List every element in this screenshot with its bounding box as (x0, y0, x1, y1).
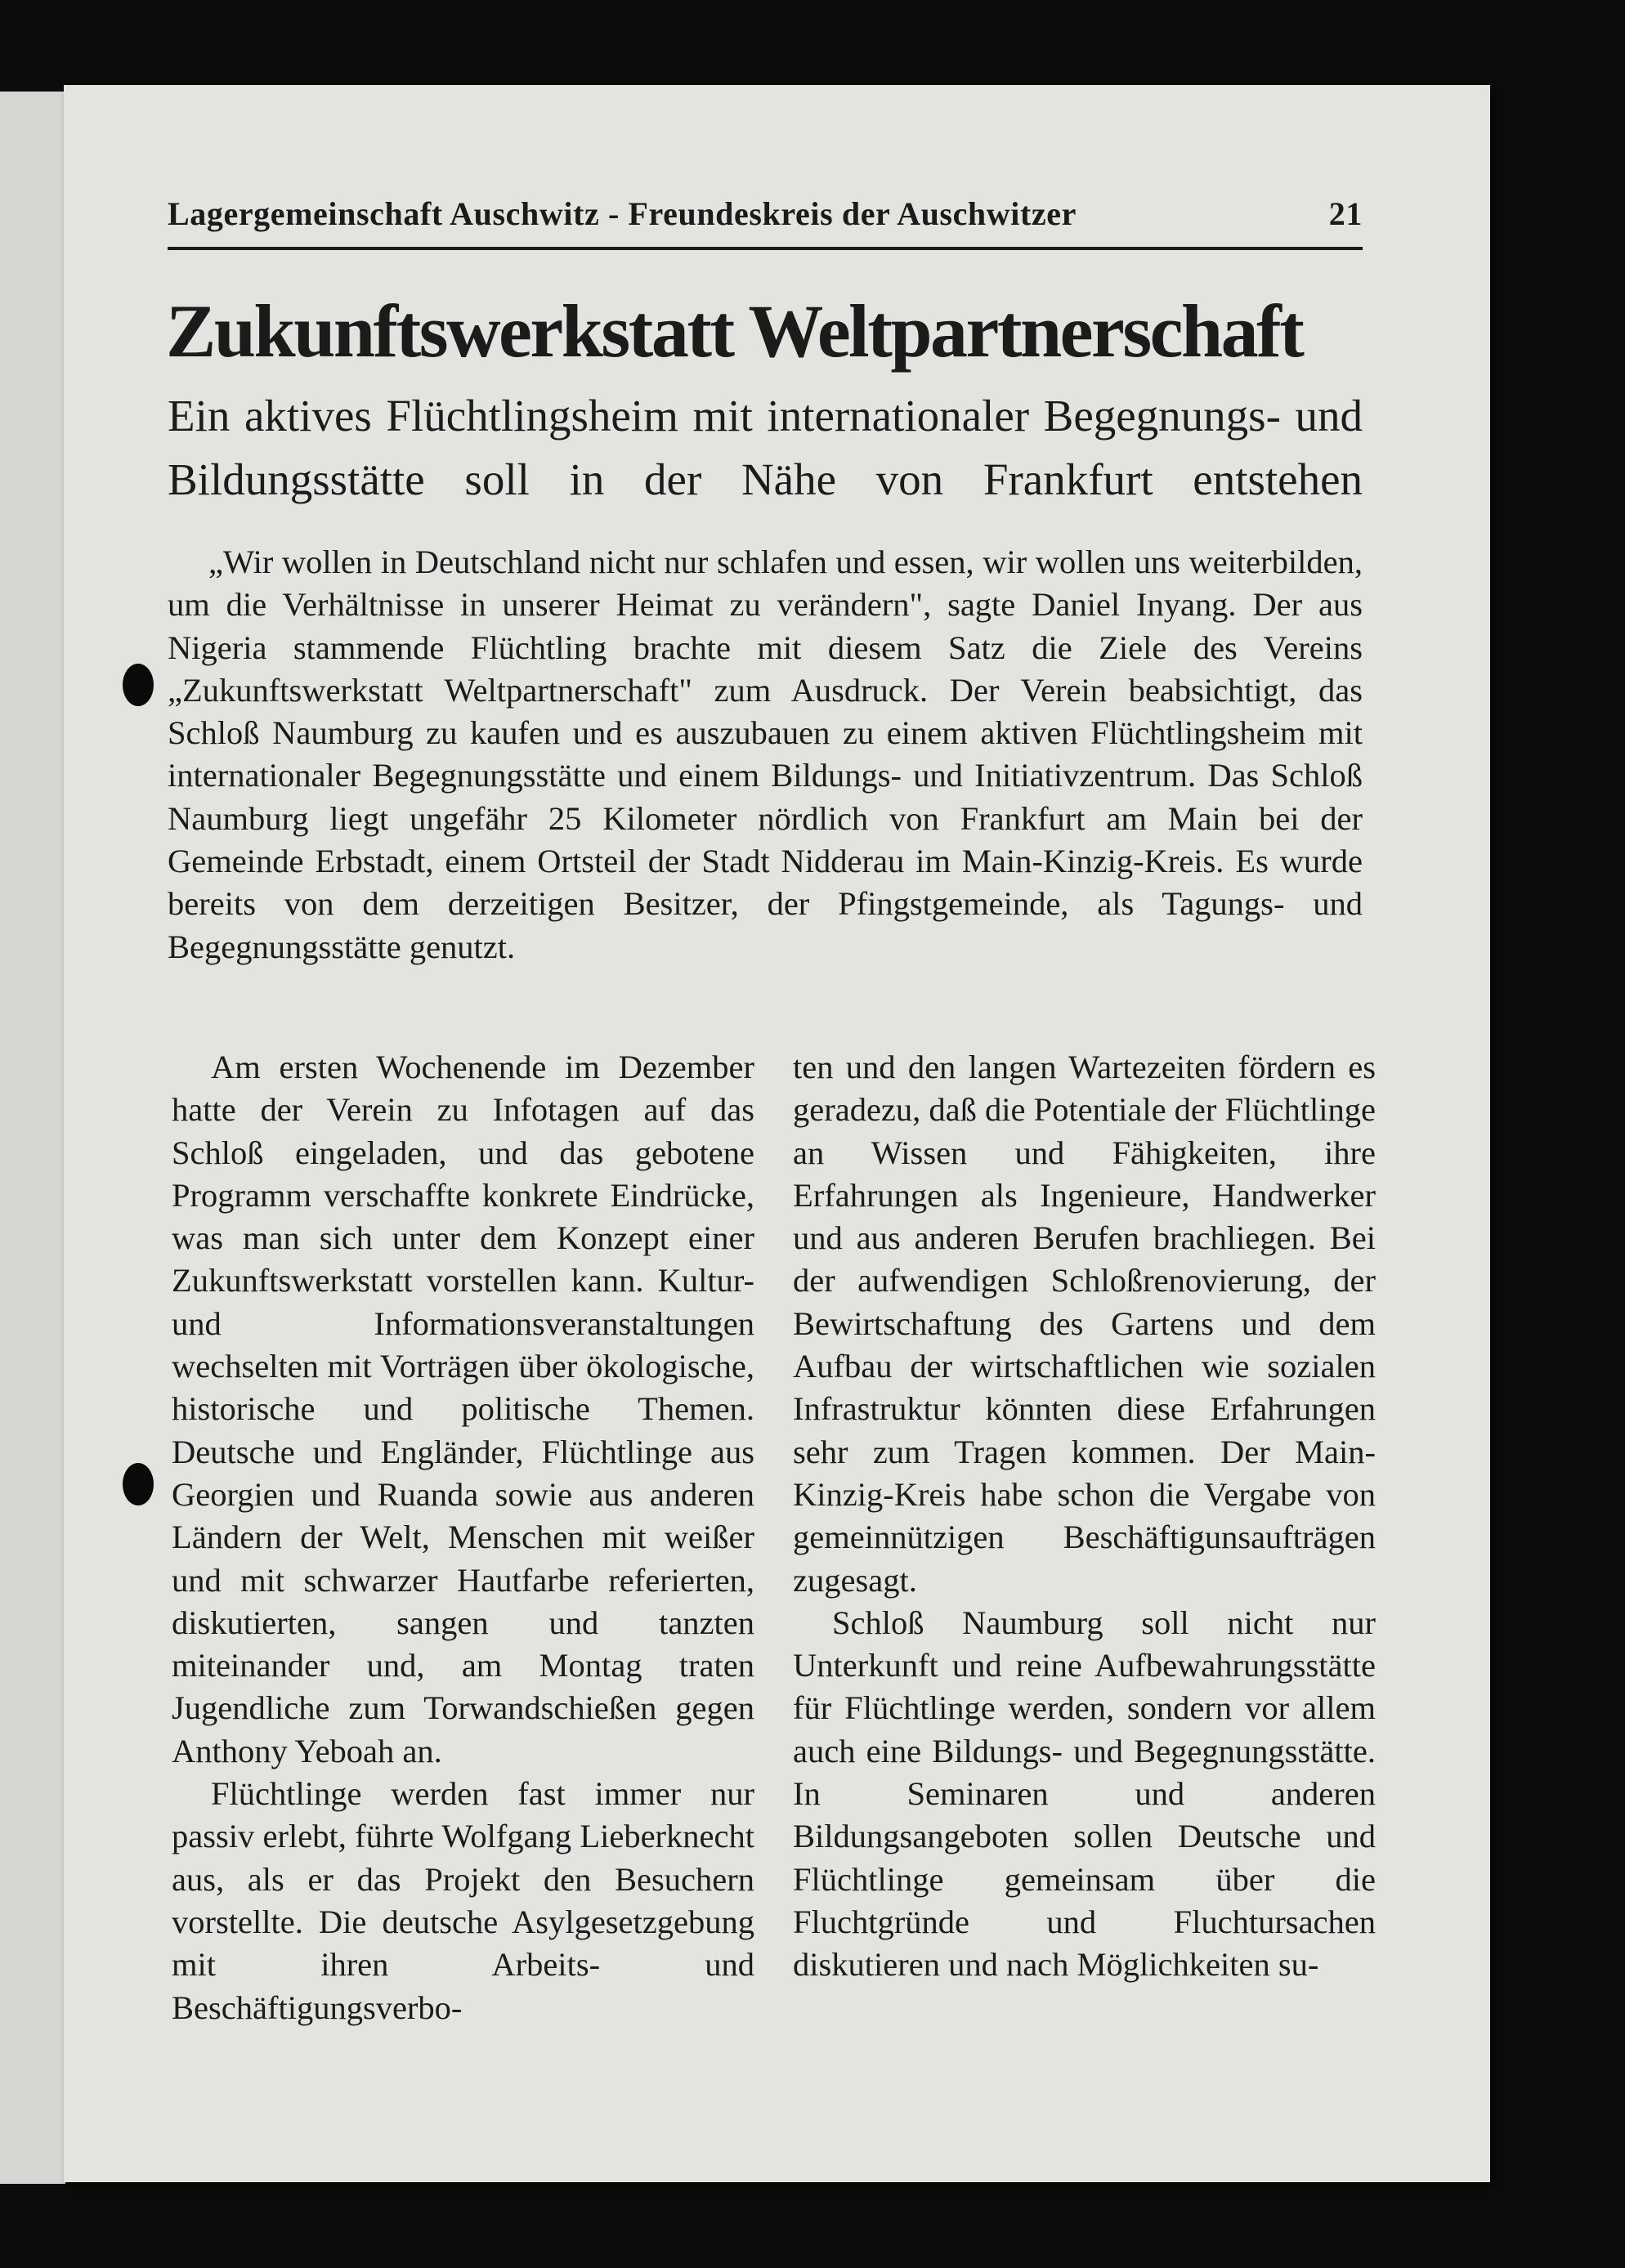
article-title: Zukunftswerkstatt Weltpartnerschaft (166, 289, 1303, 373)
left-column-paragraph-2: Flüchtlinge werden fast immer nur passiv erlebt, führte Wolfgang Lieberknecht aus, als er das Projekt den Besuchern vorstellte. Die deutsche Asylgesetzgebung mit ihren Arbeits- und Beschäftigungsverbo- (172, 1775, 754, 2026)
punch-hole-upper (123, 664, 154, 706)
previous-page-edge (0, 92, 65, 2184)
header-rule (168, 247, 1363, 250)
left-column (172, 1046, 754, 2029)
left-column-paragraph-1: Am ersten Wochenende im Dezember hatte der Verein zu Infotagen auf das Schloß eingeladen, und das gebotene Programm verschaffte konkrete Eindrücke, was man sich unter dem Konzept einer Zukunftswerkstatt vorstellen kann. Kultur- und Informationsveranstaltungen wechselten mit Vorträgen über ökologische, historische und politische Themen. Deutsche und Engländer, Flüchtlinge aus Georgien und Ruanda sowie aus anderen Ländern der Welt, Menschen mit weißer und mit schwarzer Hautfarbe referierten, diskutierten, sangen und tanzten miteinander und, am Montag traten Jugendliche zum Torwandschießen gegen Anthony Yeboah an. (172, 1049, 754, 1769)
right-column-paragraph-2: Schloß Naumburg soll nicht nur Unterkunft und reine Aufbewahrungsstätte für Flüchtlinge werden, sondern vor allem auch eine Bildungs- und Begegnungsstätte. In Seminaren und anderen Bildungsangeboten sollen Deutsche und Flüchtlinge gemeinsam über die Fluchtgründe und Fluchtursachen diskutieren und nach Möglichkeiten su- (793, 1604, 1376, 1984)
right-column-paragraph-1: ten und den langen Wartezeiten fördern es geradezu, daß die Potentiale der Flüchtlinge an Wissen und Fähigkeiten, ihre Erfahrungen als Ingenieure, Handwerker und aus anderen Berufen brachliegen. Bei der aufwendigen Schloßrenovierung, der Bewirtschaftung des Gartens und dem Aufbau der wirtschaftlichen wie sozialen Infrastruktur könnten diese Erfahrungen sehr zum Tragen kommen. Der Main-Kinzig-Kreis habe schon die Vergabe von gemeinnützigen Beschäftigunsaufträgen zugesagt. (793, 1049, 1377, 1599)
article-subtitle: Ein aktives Flüchtlingsheim mit internationaler Begegnungs- und Bildungsstätte soll in der Nähe von Frankfurt entstehen (168, 391, 1363, 504)
page-number: 21 (1328, 195, 1363, 232)
article-lead-paragraph: „Wir wollen in Deutschland nicht nur schlafen und essen, wir wollen uns weiterbilden, um die Verhältnisse in unserer Heimat zu verändern", sagte Daniel Inyang. Der aus Nigeria stammende Flüchtling brachte mit diesem Satz die Ziele des Vereins „Zukunftswerkstatt Weltpartnerschaft" zum Ausdruck. Der Verein beabsichtigt, das Schloß Naumburg zu kaufen und es auszubauen zu einem aktiven Flüchtlingsheim mit internationaler Begegnungsstätte und einem Bildungs- und Initiativzentrum. Das Schloß Naumburg liegt ungefähr 25 Kilometer nördlich von Frankfurt am Main bei der Gemeinde Erbstadt, einem Ortsteil der Stadt Nidderau im Main-Kinzig-Kreis. Es wurde bereits von dem derzeitigen Besitzer, der Pfingstgemeinde, als Tagungs- und Begegnungsstätte genutzt. (168, 544, 1363, 965)
right-column (793, 1046, 1376, 1987)
punch-hole-lower (123, 1463, 154, 1505)
running-header (168, 195, 1363, 233)
publication-name: Lagergemeinschaft Auschwitz - Freundeskreis der Auschwitzer (168, 195, 1077, 232)
